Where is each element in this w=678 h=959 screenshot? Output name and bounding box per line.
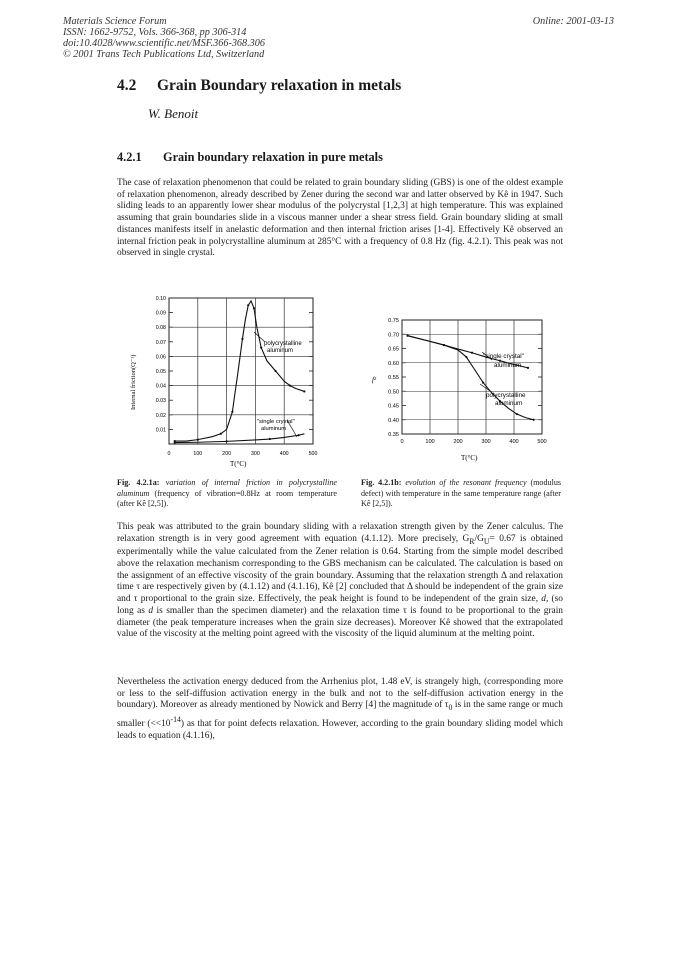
- figB-xtick-label: 400: [509, 439, 519, 445]
- p3-part-c: ) as that for point defects relaxation. However, according to the grain boundary sliding model which leads to equation (4.1.16),: [117, 719, 563, 741]
- figA-ytick-label: 0.02: [155, 412, 166, 419]
- figB-xtick-label: 0: [400, 439, 404, 445]
- online-date: Online: 2001-03-13: [532, 16, 614, 27]
- copyright-line: © 2001 Trans Tech Publications Ltd, Switzerland: [63, 49, 265, 60]
- subsection-heading: [117, 150, 383, 165]
- paragraph-activation-energy: [117, 677, 563, 743]
- figB-ytick-label: 0.70: [388, 332, 399, 339]
- figA-series-point-0: [260, 347, 262, 349]
- figure-a-internal-friction-chart: [117, 292, 342, 468]
- section-heading: [117, 77, 401, 95]
- figA-ytick-label: 0.07: [155, 339, 166, 346]
- figB-ytick-label: 0.65: [388, 346, 399, 353]
- figB-ytick-label: 0.60: [388, 360, 399, 367]
- figB-series-point-1: [533, 419, 535, 421]
- figA-series-point-0: [253, 307, 255, 309]
- figA-series-line-1: [175, 434, 305, 443]
- p2-part-e: is smaller than the specimen diameter) and the relaxation time τ is found to be proportional to the grain diameter (the peak temperature increases when the grain size decreases). Moreover Kê showed that the extrapolated value of the viscosity at the melting point agreed with the viscosity of the liquid aluminum at the melting point.: [117, 605, 563, 640]
- subsection-number: 4.2.1: [117, 150, 142, 164]
- figure-b-series: [407, 335, 535, 421]
- figure-a-ylabel: Internal friction(Q⁻¹): [130, 354, 137, 410]
- figB-series-point-1: [482, 382, 484, 384]
- p3-part-a: Nevertheless the activation energy deduced from the Arrhenius plot, 1.48 eV, is strangely high, (corresponding more or less to the self-diffusion activation energy in the bulk and not to the self-diffusion activation energy in the boundary). Moreover as already mentioned by Nowick and Berry [4] the magnitude of τ: [117, 677, 563, 711]
- figA-series-point-0: [274, 370, 276, 372]
- figA-xtick-label: 0: [167, 451, 171, 457]
- figure-a-poly-label-line2: aluminum: [267, 348, 294, 354]
- figA-ytick-label: 0.05: [155, 369, 166, 375]
- figA-ytick-label: 0.08: [155, 325, 166, 332]
- figure-b-caption-label: Fig. 4.2.1b:: [361, 478, 402, 487]
- p2-part-b: /G: [474, 533, 484, 544]
- figB-ytick-label: 0.50: [388, 389, 399, 396]
- figB-series-point-1: [407, 335, 409, 337]
- p3-sup-exponent: -14: [170, 714, 181, 724]
- p2-sub-r: R: [469, 536, 475, 546]
- figA-xtick-label: 400: [279, 451, 289, 457]
- figB-ytick-label: 0.75: [388, 318, 399, 324]
- paragraph-intro: The case of relaxation phenomenon that could be related to grain boundary sliding (GBS) is one of the oldest example of relaxation phenomenon, already described by Zener during the second war and latter observed by Kê in 1947. Such sliding leads to an apparently lower shear modulus of the polycrystal [1,2,3] at high temperature. This was explained assuming that grain boundaries slide in a viscous manner under a shear stress field. Grain boundary sliding at small distances manifests itself in anelastic deformation and then internal friction arises [1-4]. Effectively Kê observed an internal friction peak in polycrystalline aluminum at 285°C with a frequency of 0.8 Hz (fig. 4.2.1). This peak was not observed in single crystal.: [117, 178, 563, 259]
- figA-series-point-0: [247, 304, 249, 306]
- figA-series-point-0: [289, 385, 291, 387]
- subsection-title: Grain boundary relaxation in pure metals: [163, 150, 383, 164]
- figA-series-point-0: [197, 439, 199, 441]
- p2-part-d: , (so long as: [117, 594, 563, 616]
- figB-series-point-1: [465, 356, 467, 358]
- figure-b-single-label-line1: "single crystal": [483, 353, 524, 360]
- figure-b-caption-italic: evolution of the resonant frequency: [405, 478, 527, 487]
- figure-a-caption-italic: variation of internal friction in polycrystalline aluminum: [117, 478, 337, 498]
- figure-a-ticks: [156, 296, 318, 457]
- figure-a-caption-label: Fig. 4.2.1a:: [117, 478, 160, 487]
- figure-b-ylabel: f²: [372, 376, 377, 384]
- figure-b-grid: [402, 320, 542, 434]
- p2-italic-d1: d: [541, 594, 546, 605]
- figB-series-point-0: [471, 352, 473, 354]
- figB-ytick-label: 0.55: [388, 375, 399, 381]
- p3-sub-zero: 0: [448, 703, 453, 713]
- figB-ytick-label: 0.45: [388, 403, 399, 410]
- figA-ytick-label: 0.04: [155, 383, 166, 390]
- figure-b-poly-label-line1: polycrystalline: [486, 392, 526, 399]
- figB-ytick-label: 0.40: [388, 417, 399, 424]
- p2-italic-d2: d: [148, 605, 154, 616]
- figure-a-poly-label-line1: polycrystalline: [264, 341, 302, 347]
- figA-series-point-1: [269, 438, 271, 440]
- figA-series-point-1: [298, 434, 300, 436]
- figB-plot-frame: [402, 320, 542, 434]
- p2-part-c: = 0.67 is obtained experimentally while the value calculated from the Zener relation is 0.64. Starting from the simple model described above the relaxation mechanism corresponding to the GBS mechanism can be calculated. The calculation is based on the assignment of an effective viscosity of the grain boundary. Assuming that the relaxation strength Δ and relaxation time τ are respectively given by (4.1.12) and (4.1.16), Kê [2] concluded that Δ should be independent of the grain size and τ proportional to the grain size. Effectively, the peak height is found to be independent of the grain size,: [117, 533, 563, 605]
- doi-line: doi:10.4028/www.scientific.net/MSF.366-368.306: [63, 38, 265, 49]
- figA-series-point-1: [226, 440, 228, 442]
- figure-a-caption-rest: (frequency of vibration=0.8Hz at room temperature (after Kê [2,5]).: [117, 488, 337, 508]
- figA-ytick-label: 0.03: [155, 398, 166, 405]
- figB-series-line-1: [408, 336, 534, 420]
- section-number: 4.2: [117, 77, 137, 94]
- figA-ytick-label: 0.06: [155, 354, 166, 361]
- figB-xtick-label: 500: [537, 439, 547, 445]
- section-title: Grain Boundary relaxation in metals: [157, 77, 402, 94]
- figA-xtick-label: 100: [193, 451, 203, 457]
- journal-name: Materials Science Forum: [63, 16, 167, 27]
- figA-series-point-0: [303, 390, 305, 392]
- figB-xtick-label: 300: [481, 439, 491, 445]
- figure-b-xlabel: T(°C): [461, 454, 478, 462]
- figB-xtick-label: 100: [425, 439, 435, 445]
- issn-line: ISSN: 1662-9752, Vols. 366-368, pp 306-314: [63, 27, 247, 38]
- figA-series-point-0: [241, 338, 243, 340]
- figure-a-xlabel: T(°C): [230, 460, 247, 468]
- figure-a-single-label-line1: "single crystal": [257, 419, 295, 425]
- figA-xtick-label: 200: [222, 451, 232, 457]
- figA-series-point-0: [220, 433, 222, 435]
- figure-a-single-label-line2: aluminum: [261, 426, 287, 432]
- figure-b-single-label-line2: aluminum: [494, 362, 522, 369]
- figA-ytick-label: 0.01: [155, 427, 166, 434]
- paragraph-zener: [117, 522, 563, 641]
- publication-header: [63, 16, 265, 60]
- figA-ytick-label: 0.09: [155, 310, 166, 317]
- author-name: W. Benoit: [148, 106, 199, 121]
- p3-part-b: is in the same range or much smaller (<<10: [117, 700, 563, 730]
- figB-xtick-label: 200: [453, 439, 463, 445]
- figA-xtick-label: 500: [308, 451, 318, 457]
- figA-ytick-label: 0.10: [155, 296, 166, 302]
- figure-b-caption: [361, 478, 561, 510]
- figure-a-caption: [117, 478, 337, 510]
- p2-sub-u: U: [483, 536, 490, 546]
- figA-series-point-0: [231, 411, 233, 413]
- figure-b-poly-label-line2: aluminum: [495, 400, 523, 407]
- figA-series-point-1: [174, 441, 176, 443]
- figA-xtick-label: 300: [250, 451, 260, 457]
- figB-ytick-label: 0.35: [388, 432, 399, 438]
- figB-series-point-0: [527, 367, 529, 369]
- p2-part-a: This peak was attributed to the grain boundary sliding with a relaxation strength given by the Zener calculus. The relaxation strength is in very good agreement with equation (4.1.12). More precisely, G: [117, 522, 563, 544]
- figB-series-point-1: [443, 344, 445, 346]
- figB-series-point-1: [516, 413, 518, 415]
- figure-b-caption-rest: (modulus defect) with temperature in the same temperature range (after Kê [2,5]).: [361, 478, 562, 508]
- figure-b-resonant-frequency-chart: [362, 316, 562, 462]
